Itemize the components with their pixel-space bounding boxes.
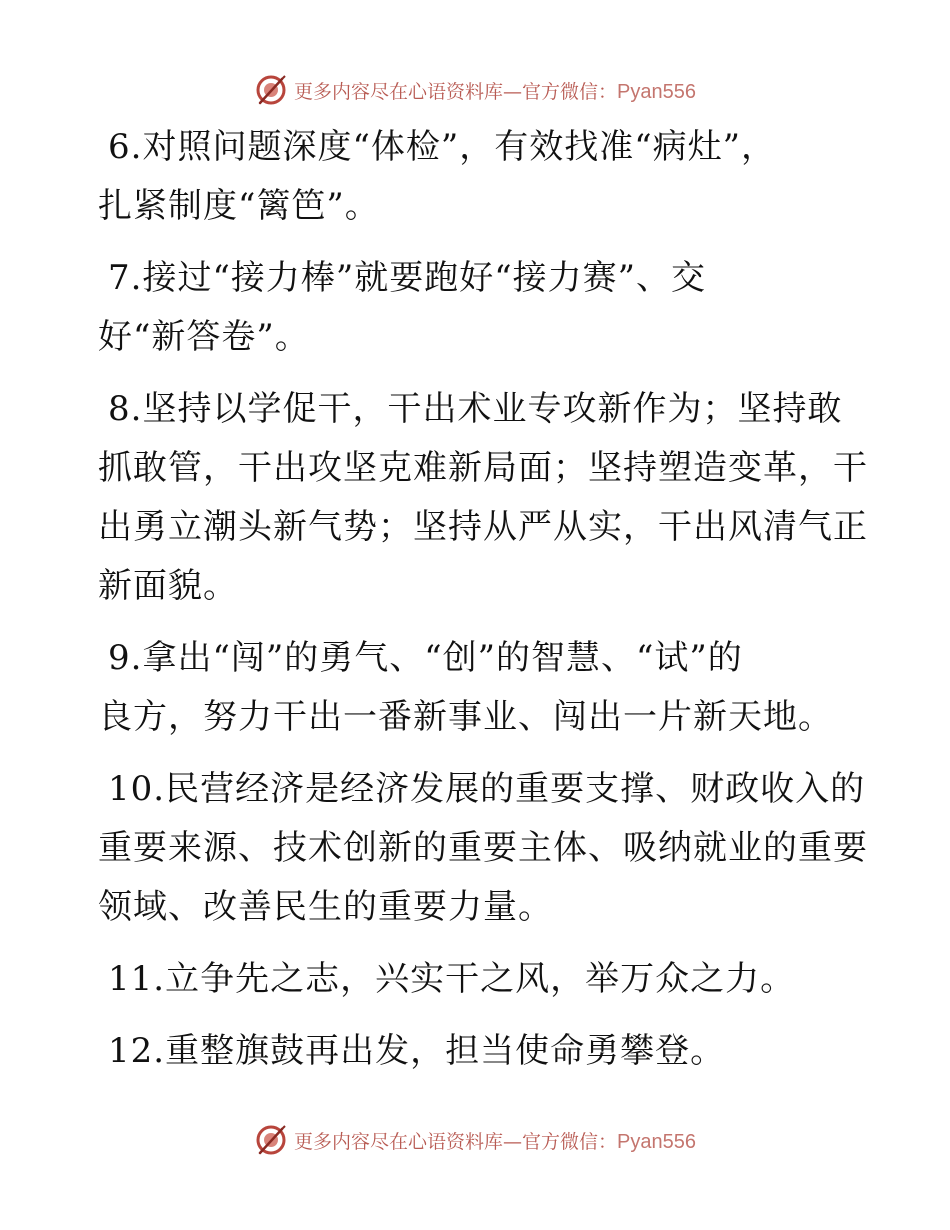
paragraph-line: 10.民营经济是经济发展的重要支撑、财政收入的 (108, 769, 866, 809)
paragraph-line: 领域、改善民生的重要力量。 (98, 887, 553, 927)
paragraph-line: 重要来源、技术创新的重要主体、吸纳就业的重要 (98, 828, 868, 868)
paragraph-line: 良方，努力干出一番新事业、闯出一片新天地。 (98, 697, 833, 737)
paragraph-line: 6.对照问题深度“体检”，有效找准“病灶”， (108, 127, 776, 167)
paragraph-9 (98, 629, 868, 747)
paragraph-line: 8.坚持以学促干，干出术业专攻新作为；坚持敢 (108, 389, 843, 429)
paragraph-12 (98, 1022, 868, 1081)
paragraph-8 (98, 380, 868, 616)
paragraph-line: 9.拿出“闯”的勇气、“创”的智慧、“试”的 (108, 638, 743, 678)
paragraph-line: 抓敢管，干出攻坚克难新局面；坚持塑造变革，干 (98, 448, 868, 488)
paragraph-line: 新面貌。 (98, 566, 238, 606)
footer-watermark-banner (0, 1120, 950, 1160)
banner-wechat-id: Pyan556 (617, 1130, 696, 1153)
document-body (98, 118, 868, 1094)
quill-logo-icon (254, 1123, 288, 1157)
paragraph-line: 好“新答卷”。 (98, 317, 310, 357)
paragraph-line: 出勇立潮头新气势；坚持从严从实，干出风清气正 (98, 507, 868, 547)
paragraph-line: 7.接过“接力棒”就要跑好“接力赛”、交 (108, 258, 706, 298)
paragraph-6 (98, 118, 868, 236)
paragraph-line: 12.重整旗鼓再出发，担当使命勇攀登。 (108, 1031, 726, 1071)
quill-logo-icon (254, 73, 288, 107)
banner-text: 更多内容尽在心语资料库—官方微信：Pyan556 (294, 80, 696, 103)
paragraph-line: 11.立争先之志，兴实干之风，举万众之力。 (108, 959, 796, 999)
header-watermark-banner (0, 70, 950, 110)
banner-text: 更多内容尽在心语资料库—官方微信：Pyan556 (294, 1130, 696, 1153)
paragraph-line: 扎紧制度“篱笆”。 (98, 186, 380, 226)
paragraph-7 (98, 249, 868, 367)
banner-wechat-id: Pyan556 (617, 80, 696, 103)
paragraph-11 (98, 950, 868, 1009)
paragraph-10 (98, 760, 868, 937)
